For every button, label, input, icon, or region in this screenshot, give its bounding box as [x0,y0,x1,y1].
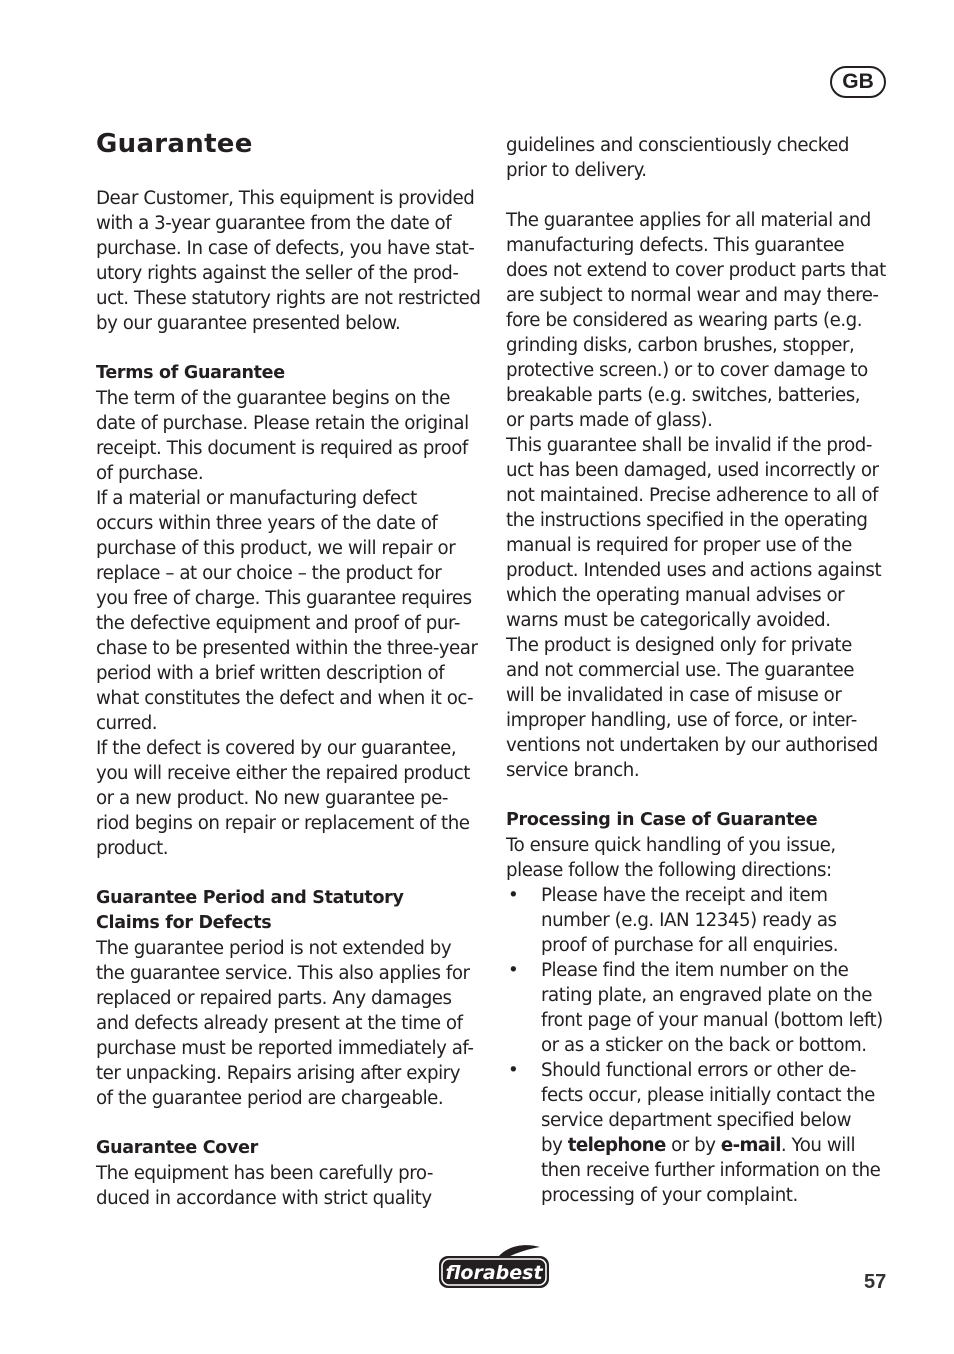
text-line: occurs within three years of the date of [96,513,438,534]
text-line: guidelines and conscientiously checked [506,135,849,156]
text-line: or parts made of glass). [506,410,713,431]
text-line: will be invalidated in case of misuse or [506,685,842,706]
section-heading-period: Guarantee Period and Statutory [96,888,404,908]
text-or-by: or by [671,1135,716,1156]
text-line: protective screen.) or to cover damage to [506,360,868,381]
list-item [506,1058,890,1208]
text-line: with a 3-year guarantee from the date of [96,213,452,234]
text-line: Should functional errors or other de- [541,1060,856,1081]
text-line: you will receive either the repaired product [96,763,470,784]
page-title: Guarantee [96,129,253,159]
text-line: riod begins on repair or replacement of the [96,813,470,834]
right-column [506,133,890,1208]
text-line: fects occur, please initially contact the [541,1085,875,1106]
text-line: rating plate, an engraved plate on the [541,985,872,1006]
text-line: Please find the item number on the [541,960,849,981]
text-line: service department specified below [541,1110,852,1131]
left-column [96,128,482,1211]
text-line: If a material or manufacturing defect [96,488,417,509]
text-line: If the defect is covered by our guarantee, [96,738,457,759]
list-item [506,883,890,958]
text-line: purchase of this product, we will repair or [96,538,456,559]
telephone-emphasis: telephone [567,1135,666,1156]
text-line: the instructions specified in the operating [506,510,868,531]
text-line: product. [96,838,169,859]
text-line: The product is designed only for private [506,635,852,656]
text-after: . You will [780,1135,856,1156]
text-line: improper handling, use of force, or inter- [506,710,857,731]
section-heading-terms: Terms of Guarantee [96,363,285,383]
text-line: of purchase. [96,463,204,484]
text-line: then receive further information on the [541,1160,881,1181]
text-line: service branch. [506,760,640,781]
text-line: ventions not undertaken by our authorised [506,735,878,756]
text-line: The equipment has been carefully pro- [96,1163,433,1184]
bullet-icon: • [508,960,519,981]
section-heading-processing: Processing in Case of Guarantee [506,810,818,830]
text-line: The guarantee applies for all material and [506,210,871,231]
text-line: Dear Customer, This equipment is provided [96,188,475,209]
list-item [506,958,890,1058]
section-heading-cover: Guarantee Cover [96,1138,258,1158]
text-by: by [541,1135,563,1156]
text-line: utory rights against the seller of the prod- [96,263,459,284]
text-line: the defective equipment and proof of pur- [96,613,460,634]
text-line: breakable parts (e.g. switches, batteries, [506,385,861,406]
text-line: by our guarantee presented below. [96,313,401,334]
text-line: ter unpacking. Repairs arising after expiry [96,1063,461,1084]
florabest-logo [436,1243,552,1291]
text-line: purchase must be reported immediately af- [96,1038,474,1059]
text-line: or a new product. No new guarantee pe- [96,788,448,809]
text-line: Please have the receipt and item [541,885,828,906]
text-line: grinding disks, carbon brushes, stopper, [506,335,855,356]
text-line-contact [541,1133,890,1158]
text-line: replace – at our choice – the product for [96,563,442,584]
text-line: of the guarantee period are chargeable. [96,1088,444,1109]
text-line: you free of charge. This guarantee requires [96,588,472,609]
text-line: replaced or repaired parts. Any damages [96,988,452,1009]
text-line: the guarantee service. This also applies for [96,963,470,984]
bullet-icon: • [508,1060,519,1081]
text-line: uct. These statutory rights are not restricted [96,288,481,309]
text-line: fore be considered as wearing parts (e.g. [506,310,863,331]
language-badge: GB [830,66,886,98]
text-line: date of purchase. Please retain the original [96,413,469,434]
bullet-icon: • [508,885,519,906]
text-line: To ensure quick handling of you issue, [506,835,836,856]
text-line: curred. [96,713,158,734]
section-heading-period-cont: Claims for Defects [96,913,272,933]
text-line: proof of purchase for all enquiries. [541,935,839,956]
text-line: number (e.g. IAN 12345) ready as [541,910,837,931]
text-line: processing of your complaint. [541,1185,798,1206]
text-line: uct has been damaged, used incorrectly or [506,460,879,481]
text-line: warns must be categorically avoided. [506,610,831,631]
page-number: 57 [864,1271,887,1293]
text-line: does not extend to cover product parts that [506,260,886,281]
text-line: product. Intended uses and actions against [506,560,882,581]
logo-text: florabest [445,1262,543,1284]
text-line: please follow the following directions: [506,860,832,881]
text-line: not maintained. Precise adherence to all of [506,485,879,506]
text-line: which the operating manual advises or [506,585,845,606]
text-line: and defects already present at the time of [96,1013,463,1034]
text-line: manual is required for proper use of the [506,535,852,556]
text-line: what constitutes the defect and when it oc- [96,688,474,709]
text-line: period with a brief written description of [96,663,445,684]
intro-paragraph [96,186,482,1211]
text-line: This guarantee shall be invalid if the prod- [506,435,873,456]
text-line: purchase. In case of defects, you have stat- [96,238,475,259]
text-line: The guarantee period is not extended by [96,938,452,959]
text-line: chase to be presented within the three-year [96,638,478,659]
text-line: and not commercial use. The guarantee [506,660,855,681]
text-line: prior to delivery. [506,160,647,181]
text-line: receipt. This document is required as proof [96,438,468,459]
text-line: front page of your manual (bottom left) [541,1010,883,1031]
text-line: or as a sticker on the back or bottom. [541,1035,867,1056]
text-line: duced in accordance with strict quality [96,1188,432,1209]
email-emphasis: e-mail [720,1135,781,1156]
text-line: manufacturing defects. This guarantee [506,235,845,256]
text-line: The term of the guarantee begins on the [96,388,451,409]
text-line: are subject to normal wear and may there- [506,285,879,306]
